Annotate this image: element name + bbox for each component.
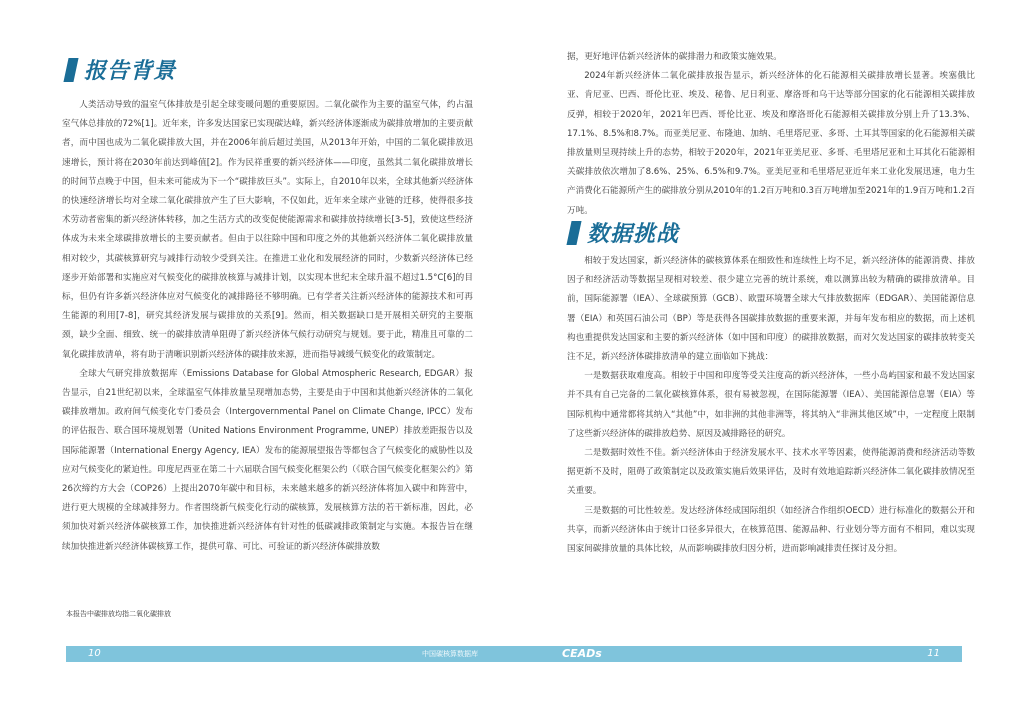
left-body [62,96,473,557]
footer-label: 中国碳核算数据库 [422,650,478,658]
page-number-right: 11 [927,648,940,659]
paragraph: 全球大气研究排放数据库（Emissions Database for Global Atmospheric Research, EDGAR）报告显示，自21世纪初以来，全球温室气体排放量呈现增加态势，主要是由于中国和其他新兴经济体的二氧化碳排放增加。政府间气候变化专门委员会（Intergovernmental Panel on Climate Change, IPCC）发布的评估报告、联合国环境规划署（United Nations Environment Programme, UNEP）排放差距报告以及国际能源署（International Energy Agency, IEA）发布的能源展望报告等都包含了气候变化的威胁性以及应对气候变化的紧迫性。印度尼西亚在第二十六届联合国气候变化框架公约（《联合国气候变化框架公约》第26次缔约方大会（COP26）上提出2070年碳中和目标，未来越来越多的新兴经济体将加入碳中和阵营中，进行更大规模的全球减排努力。作者围绕新气候变化行动的碳核算，发展核算方法的若干新标准，因此，必须加快对新兴经济体碳核算工作，加快推进新兴经济体有针对性的低碳减排政策制定与实施。本报告旨在继续加快推进新兴经济体碳核算工作，提供可靠、可比、可验证的新兴经济体碳排放数 [62,368,473,552]
right-page [512,0,1024,641]
heading-accent-bar [566,221,581,245]
paragraph: 相较于发达国家，新兴经济体的碳核算体系在细致性和连续性上均不足，新兴经济体的能源消费、排放因子和经济活动等数据呈现相对较差、很少建立完善的统计系统，难以测算出较为精确的碳排放清单。目前，国际能源署（IEA）、全球碳预算（GCB）、欧盟环境署全球大气排放数据库（EDGAR）、美国能源信息署（EIA）和英国石油公司（BP）等是获得各国碳排放数据的重要来源，并每年发布相应的数据，而上述机构也重提供发达国家和主要的新兴经济体（如中国和印度）的碳排放数据，而对欠发达国家的碳排放转变关注不足，新兴经济体碳排放清单的建立面临如下挑战： [567,256,975,363]
page-number-left: 10 [88,648,101,659]
paragraph: 一是数据获取难度高。相较于中国和印度等受关注度高的新兴经济体，一些小岛屿国家和最不发达国家并不具有自己完备的二氧化碳核算体系，很有易被忽视，在国际能源署（IEA）、美国能源信息署（EIA）等国际机构中通常都将其纳入“其他”中，如非洲的其他非洲等，将其纳入“非洲其他区域”中，一定程度上限制了这些新兴经济体的碳排放趋势、原因及减排路径的研究。 [567,371,975,439]
right-challenge-body [567,252,975,559]
right-intro-body [567,48,975,221]
paragraph: 人类活动导致的温室气体排放是引起全球变暖问题的重要原因。二氧化碳作为主要的温室气体，约占温室气体总排放的72%[1]。近年来，许多发达国家已实现碳达峰，新兴经济体逐渐成为碳排放增加的主要贡献者，而中国也成为二氧化碳排放大国，并在2006年前后超过美国，从2013年开始，中国的二氧化碳排放迅速增长，预计将在2030年前达到峰值[2]。作为民祥重要的新兴经济体——印度，虽然其二氧化碳排放增长的时间节点晚于中国，但未来可能成为下一个“碳排放巨头”。实际上，自2010年以来，全球其他新兴经济体的快速经济增长均对全球二氧化碳排放产生了巨大影响，不仅如此，近年来全球产业链的迁移，使得很多技术劳动者密集的新兴经济体转移，加之生活方式的改变促使能源需求和碳排放持续增长[3-5]，致使这些经济体成为未来全球碳排放增长的主要贡献者。但由于以往除中国和印度之外的其他新兴经济体二氧化碳排放量相对较少，其碳核算研究与减排行动较少受到关注。在推进工业化和发展经济的同时，少数新兴经济体已经逐步开始部署和实施应对气候变化的碳排放核算与减排计划，以实现本世纪末全球升温不超过1.5°C[6]的目标，但仍有许多新兴经济体应对气候变化的减排路径不够明确。已有学者关注新兴经济体的能源技术和可再生能源的利用[7-8]，研究其经济发展与碳排放的关系[9]。然而，相关数据缺口是开展相关研究的主要瓶颈，缺少全面、细致、统一的碳排放清单阻碍了新兴经济体气候行动研究与规划。要于此，精准且可靠的二氧化碳排放清单，将有助于清晰识别新兴经济体的碳排放来源，进而指导减缓气候变化的政策制定。 [62,100,473,360]
section-heading-background [66,54,176,85]
heading-accent-bar [63,58,78,82]
left-page [0,0,512,641]
paragraph: 三是数据的可比性较差。发达经济体经成国际组织（如经济合作组织OECD）进行标准化的数据公开和共享，而新兴经济体由于统计口径多异很大，在核算范围、能源品种、行业划分等方面有不相同，难以实现国家间碳排放量的具体比较，从而影响碳排放归因分析，进而影响减排责任探讨及分担。 [567,505,975,555]
brand-logo: CEADs [562,647,602,660]
paragraph: 据，更好地评估新兴经济体的碳排潜力和政策实施效果。 [567,52,782,62]
heading-title: 报告背景 [84,59,177,84]
paragraph: 2024年新兴经济体二氧化碳排放报告显示，新兴经济体的化石能源相关碳排放增长显著。埃塞俄比亚、肯尼亚、巴西、哥伦比亚、埃及、秘鲁、尼日利亚、摩洛哥和乌干达等部分国家的化石能源相关碳排放反弹，相较于2020年，2021年巴西、哥伦比亚、埃及和摩洛哥化石能源相关碳排放分别上升了13.3%、17.1%、8.5%和8.7%。而亚美尼亚、布隆迪、加纳、毛里塔尼亚、多哥、土耳其等国家的化石能源相关碳排放量则呈现持续上升的态势，相较于2020年，2021年亚美尼亚、多哥、毛里塔尼亚和土耳其化石能源相关碳排放依次增加了8.6%、25%、6.5%和9.7%。亚美尼亚和毛里塔尼亚近年来工业化发展迅速，电力生产消费化石能源所产生的碳排放分别从2010年的1.2百万吨和0.3百万吨增加至2021年的1.9百万吨和1.2百万吨。 [567,71,975,216]
footer-band [66,646,962,662]
footnote: 本报告中碳排放均指二氧化碳排放 [66,610,171,618]
heading-title: 数据挑战 [587,222,680,247]
section-heading-challenges [569,217,679,248]
paragraph: 二是数据时效性不佳。新兴经济体由于经济发展水平、技术水平等因素，使得能源消费和经济活动等数据更新不及时，阻碍了政策制定以及政策实施后效果评估，及时有效地追踪新兴经济体二氧化碳排放情况至关重要。 [567,448,975,497]
